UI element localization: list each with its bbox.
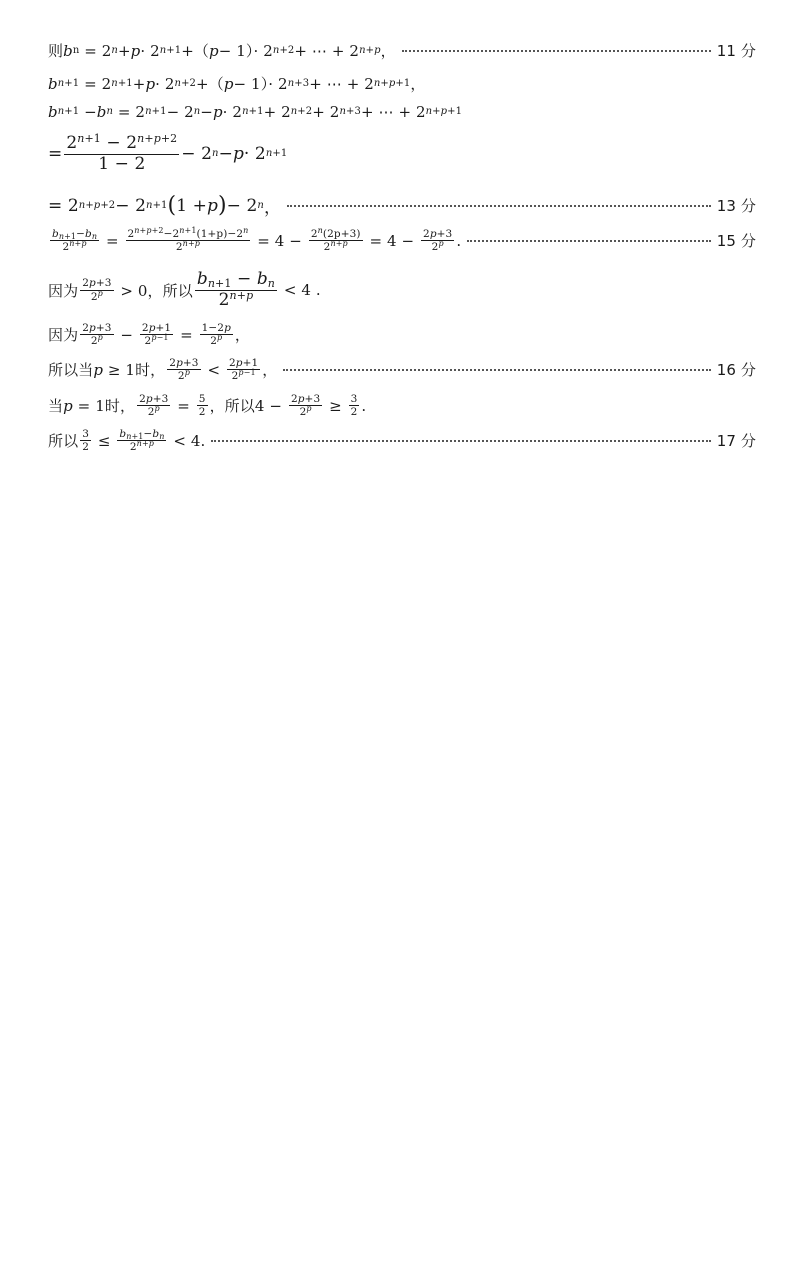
solution-line-11: 所以 $\frac{3}{2}$ ≤ $\frac{b_{n+1}-b_n}{2^{n+p}}$ < 4. 17 分 — [48, 428, 756, 454]
score-11: 11 分 — [716, 42, 756, 60]
fraction: $\frac{2p+3}{2^p}$ — [82, 277, 112, 303]
fraction: $\frac{5}{2}$ — [198, 393, 206, 419]
fraction: $\frac{3}{2}$ — [350, 393, 358, 419]
solution-line-1: 则 b n = 2 n + p · 2 n+1 +（ p − 1）· 2 n+2 + ⋯ + 2 n+p ， 11 分 — [48, 41, 756, 60]
fraction: $\frac{2p+3}{2^p}$ — [169, 357, 199, 383]
fraction: $\frac{b_{n+1} - b_n}{2^{n+p}}$ — [196, 269, 275, 310]
fraction: $\frac{b_{n+1}-b_n}{2^{n+p}}$ — [52, 228, 98, 254]
solution-line-6: $\frac{b_{n+1}-b_n}{2^{n+p}}$ = $\frac{2^{n+p+2}-2^{n+1}(1+p)-2^n}{2^{n+p}}$ = 4 − $\frac{2^n(2p+3)}{2^{n+p}}$ = 4 − $\frac{2p+3}{2^p}$ . 15 分 — [52, 226, 756, 254]
solution-line-8: 因为 $\frac{2p+3}{2^p}$ − $\frac{2p+1}{2^{p-1}}$ = $\frac{1-2p}{2^p}$ ， — [48, 322, 251, 348]
solution-line-7: 因为 $\frac{2p+3}{2^p}$ > 0， 所以 $\frac{b_{n+1} - b_n}{2^{n+p}}$ < 4 . — [48, 269, 321, 310]
fraction: $\frac{2p+3}{2^p}$ — [423, 228, 453, 254]
fraction: $\frac{2p+1}{2^{p-1}}$ — [228, 357, 259, 383]
fraction: $\frac{2p+3}{2^p}$ — [82, 322, 112, 348]
dotted-leader — [287, 205, 711, 207]
fraction: $\frac{2p+3}{2^p}$ — [290, 393, 321, 419]
fraction: $\frac{2^{n+1} - 2^{n+p+2}}{1 - 2}$ — [66, 132, 178, 174]
fraction: $\frac{3}{2}$ — [82, 428, 89, 454]
score-13: 13 分 — [716, 197, 756, 215]
fraction: $\frac{2p+3}{2^p}$ — [139, 393, 169, 419]
dotted-leader — [402, 50, 711, 52]
fraction: $\frac{b_{n+1}-b_n}{2^{n+p}}$ — [119, 428, 165, 454]
score-15: 15 分 — [716, 232, 756, 251]
solution-line-3: b n+1 − b n = 2 n+1 − 2 n − p · 2 n+1 + 2 n+2 + 2 n+3 + ⋯ + 2 n+p+1 — [48, 103, 463, 121]
solution-line-10: 当 p = 1 时， $\frac{2p+3}{2^p}$ = $\frac{5}{2}$ ， 所以 4 − $\frac{2p+3}{2^p}$ ≥ $\frac{3}{2}$ . — [48, 393, 367, 419]
fraction: $\frac{2p+1}{2^{p-1}}$ — [141, 322, 172, 348]
dotted-leader — [211, 440, 710, 442]
solution-line-9: 所以当 p ≥ 1 时， $\frac{2p+3}{2^p}$ < $\frac{2p+1}{2^{p-1}}$ ， 16 分 — [48, 357, 756, 383]
solution-line-5: = 2 n+p+2 − 2 n+1 ( 1 + p ) − 2 n ， 13 分 — [48, 192, 756, 218]
dotted-leader — [467, 240, 711, 242]
solution-line-4: = $\frac{2^{n+1} - 2^{n+p+2}}{1 - 2}$ − 2 n − p · 2 n+1 — [48, 132, 288, 174]
fraction: $\frac{2^n(2p+3)}{2^{n+p}}$ — [310, 226, 361, 254]
score-17: 17 分 — [716, 432, 756, 451]
score-16: 16 分 — [716, 361, 756, 380]
fraction: $\frac{2^{n+p+2}-2^{n+1}(1+p)-2^n}{2^{n+p}}$ — [127, 226, 249, 254]
dotted-leader — [283, 369, 710, 371]
solution-line-2: b n+1 = 2 n+1 + p · 2 n+2 +（ p − 1）· 2 n+3 + ⋯ + 2 n+p+1 ， — [48, 74, 426, 93]
fraction: $\frac{1-2p}{2^p}$ — [201, 322, 231, 348]
